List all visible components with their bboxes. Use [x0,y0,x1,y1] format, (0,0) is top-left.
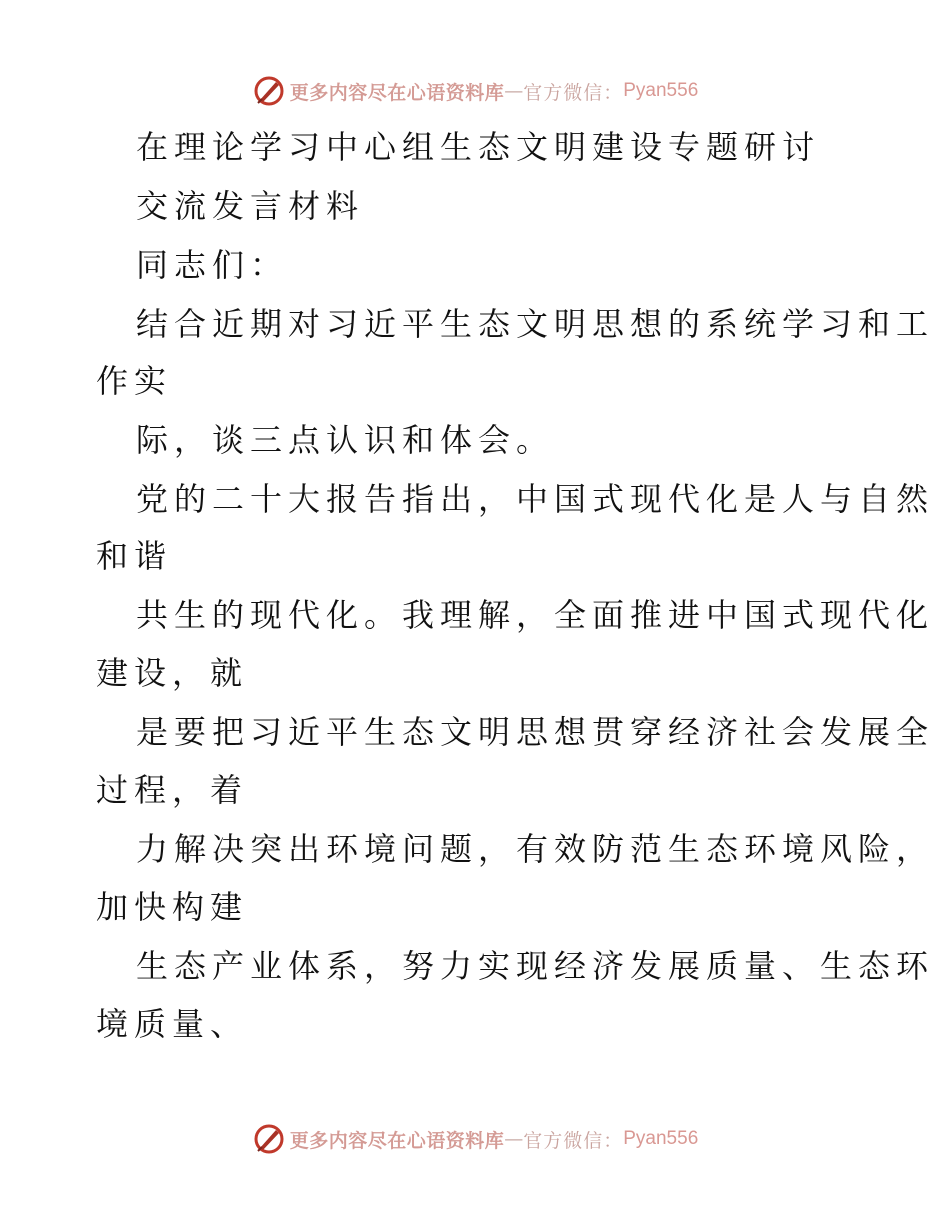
paragraph-line: 生态产业体系，努力实现经济发展质量、生态环 [136,947,935,985]
paragraph-line: 党的二十大报告指出，中国式现代化是人与自然 [136,480,935,518]
watermark-text: 更多内容尽在心语资料库 [289,1129,505,1152]
watermark-contact-id: Pyan556 [623,80,699,101]
watermark-separator: — [504,1128,524,1150]
paragraph-line: 境质量、 [96,1005,249,1043]
paragraph-line: 作实 [96,362,173,400]
header-watermark [0,74,950,108]
quill-logo-icon [252,1122,286,1156]
paragraph-line: 建设，就 [96,654,249,692]
paragraph-line: 是要把习近平生态文明思想贯穿经济社会发展全 [136,713,935,751]
watermark-contact-label: 官方微信： [523,1129,624,1152]
footer-watermark [0,1122,950,1156]
paragraph-line: 际，谈三点认识和体会。 [136,421,555,459]
watermark-text: 更多内容尽在心语资料库 [289,81,505,104]
paragraph-line: 力解决突出环境问题，有效防范生态环境风险， [136,830,935,868]
document-title-line-1: 在理论学习中心组生态文明建设专题研讨 [136,128,821,166]
salutation: 同志们： [136,246,289,284]
paragraph-line: 加快构建 [96,888,249,926]
watermark-contact-id: Pyan556 [623,1128,699,1149]
document-title-line-2: 交流发言材料 [136,187,365,225]
paragraph-line: 共生的现代化。我理解，全面推进中国式现代化 [136,596,935,634]
watermark-separator: — [504,80,524,102]
watermark-contact-label: 官方微信： [523,81,624,104]
quill-logo-icon [252,74,286,108]
paragraph-line: 结合近期对习近平生态文明思想的系统学习和工 [136,305,935,343]
paragraph-line: 和谐 [96,537,173,575]
paragraph-line: 过程，着 [96,771,249,809]
